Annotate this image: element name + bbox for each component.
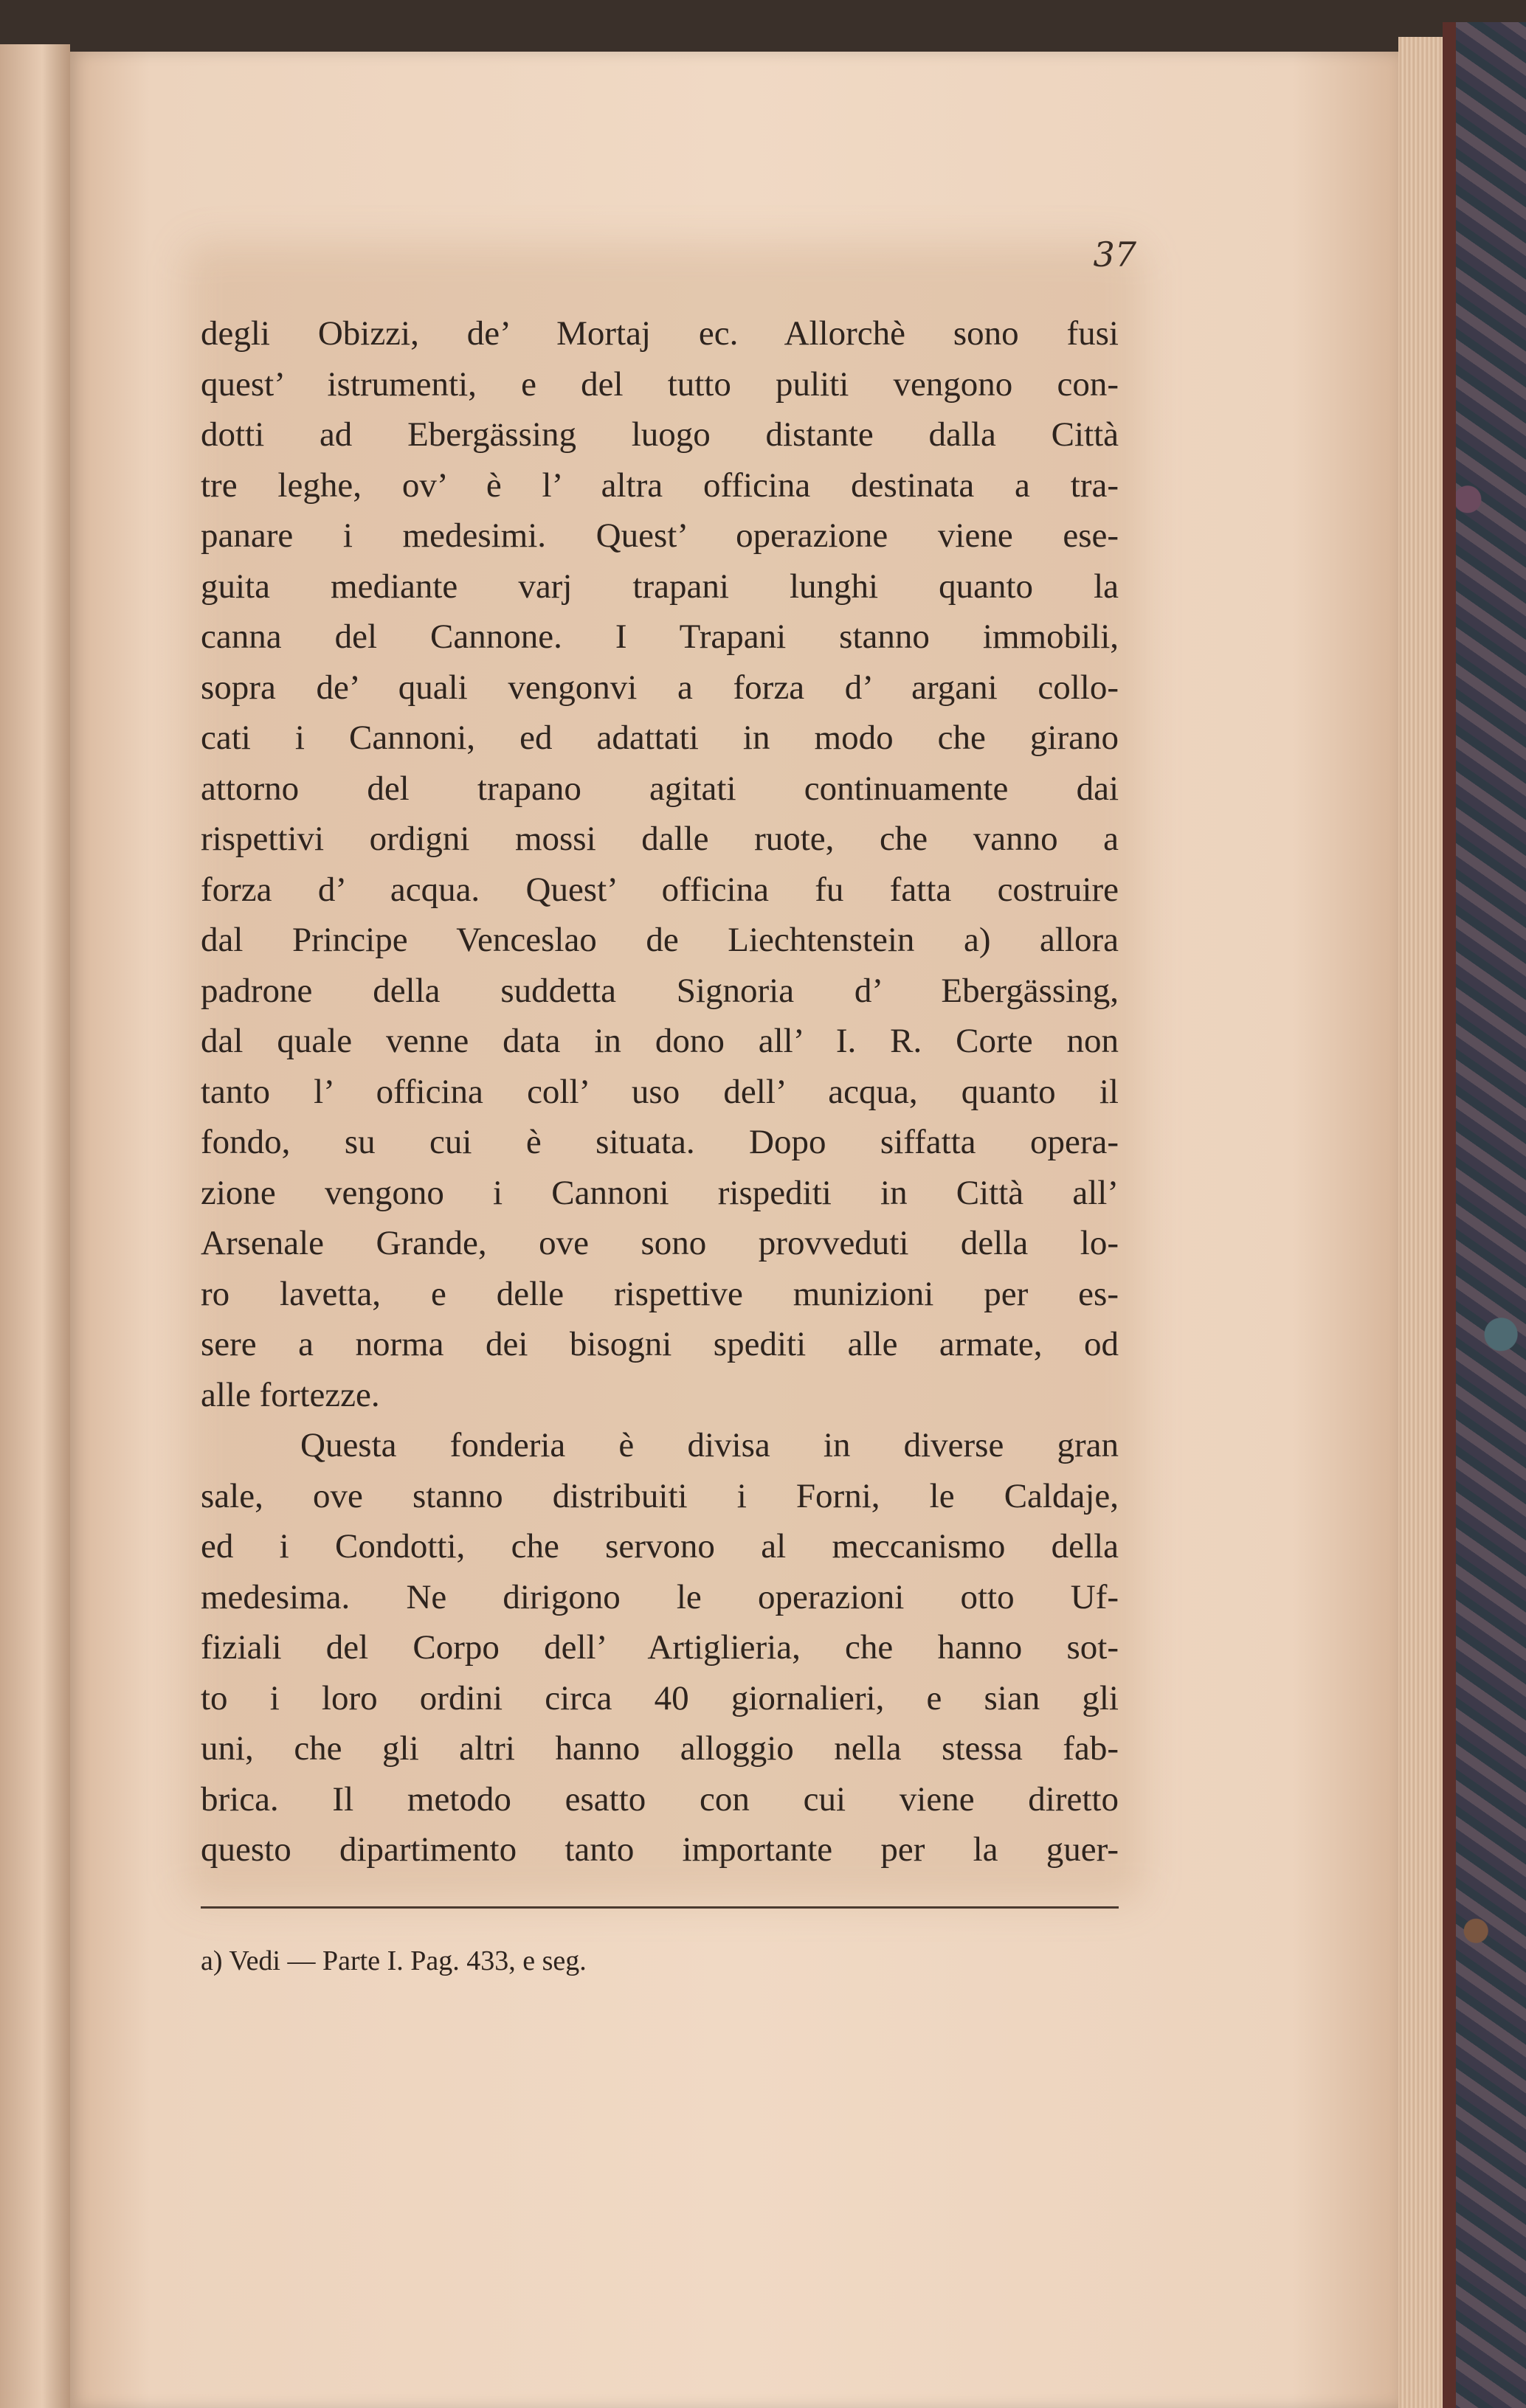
text-line: dal quale venne data in dono all’ I. R. Corte non <box>201 1022 1119 1060</box>
page-number: 37 <box>1093 235 1136 274</box>
text-line: canna del Cannone. I Trapani stanno immobili, <box>201 617 1119 656</box>
text-line: ed i Condotti, che servono al meccanismo della <box>201 1527 1119 1565</box>
text-line: rispettivi ordigni mossi dalle ruote, che vanno a <box>201 820 1119 858</box>
text-line: ro lavetta, e delle rispettive munizioni per es- <box>201 1274 1119 1313</box>
text-line: dal Principe Venceslao de Liechtenstein a) allora <box>201 921 1119 959</box>
text-line: quest’ istrumenti, e del tutto puliti vengono con- <box>201 364 1119 404</box>
text-line: sale, ove stanno distribuiti i Forni, le Caldaje, <box>201 1476 1119 1515</box>
text-line: sopra de’ quali vengonvi a forza d’ argani collo- <box>201 668 1119 707</box>
text-line: Arsenale Grande, ove sono provveduti della lo- <box>201 1224 1119 1262</box>
paragraph-end-line: alle fortezze. <box>201 1375 380 1414</box>
text-line: guita mediante varj trapani lunghi quanto la <box>201 567 1119 606</box>
text-line: attorno del trapano agitati continuamente dai <box>201 769 1119 808</box>
text-line: brica. Il metodo esatto con cui viene diretto <box>201 1779 1119 1819</box>
text-line: dotti ad Ebergässing luogo distante dalla Città <box>201 415 1119 454</box>
text-line: medesima. Ne dirigono le operazioni otto Uf- <box>201 1577 1119 1616</box>
cover-binding <box>1443 22 1456 2408</box>
body-text <box>201 308 1119 1875</box>
text-line: padrone della suddetta Signoria d’ Ebergässing, <box>201 971 1119 1010</box>
text-line: tre leghe, ov’ è l’ altra officina destinata a tra- <box>201 466 1119 505</box>
text-line: degli Obizzi, de’ Mortaj ec. Allorchè sono fusi <box>201 314 1119 353</box>
text-line: uni, che gli altri hanno alloggio nella stessa fab- <box>201 1729 1119 1768</box>
text-line: forza d’ acqua. Quest’ officina fu fatta costruire <box>201 870 1119 909</box>
text-line: sere a norma dei bisogni spediti alle armate, od <box>201 1325 1119 1363</box>
footnote: a) Vedi — Parte I. Pag. 433, e seg. <box>201 1945 587 1976</box>
footnote-rule <box>201 1906 1119 1909</box>
text-line: fiziali del Corpo dell’ Artiglieria, che hanno sot- <box>201 1628 1119 1667</box>
text-line: zione vengono i Cannoni rispediti in Città all’ <box>201 1173 1119 1212</box>
text-line: fondo, su cui è situata. Dopo siffatta opera- <box>201 1123 1119 1161</box>
left-page-edge <box>0 44 70 2408</box>
text-line: panare i medesimi. Quest’ operazione viene ese- <box>201 516 1119 555</box>
text-line: questo dipartimento tanto importante per la guer- <box>201 1830 1119 1869</box>
text-line: tanto l’ officina coll’ uso dell’ acqua, quanto il <box>201 1072 1119 1111</box>
paragraph-start-line: Questa fonderia è divisa in diverse gran <box>300 1426 1119 1464</box>
text-line: cati i Cannoni, ed adattati in modo che girano <box>201 719 1119 757</box>
text-line: to i loro ordini circa 40 giornalieri, e sian gli <box>201 1678 1119 1717</box>
page-block-edges <box>1398 37 1443 2408</box>
